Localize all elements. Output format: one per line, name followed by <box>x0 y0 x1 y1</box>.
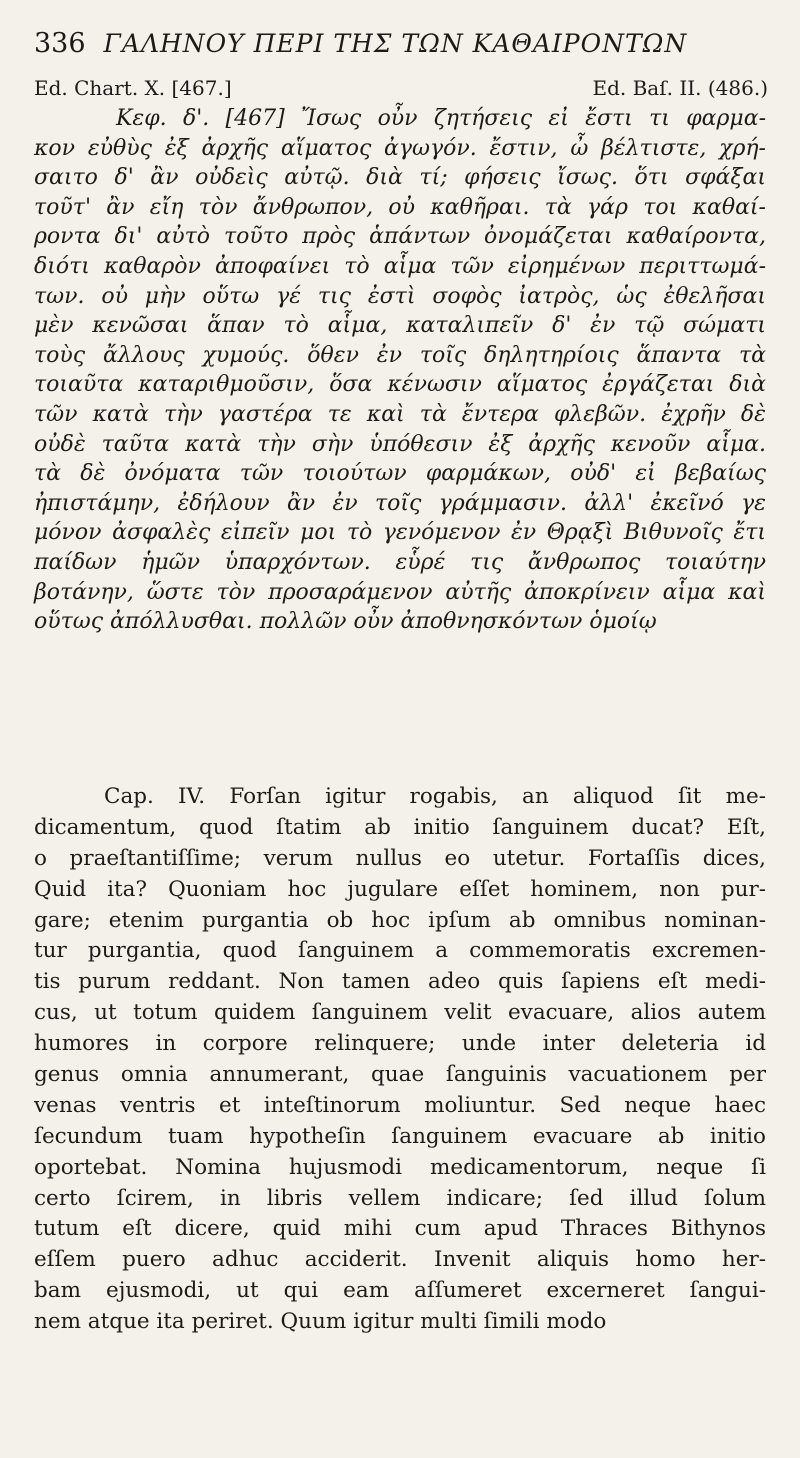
running-title: ΓΑΛΗΝΟΥ ΠΕΡΙ ΤΗΣ ΤΩΝ ΚΑΘΑΙΡΟΝΤΩΝ <box>103 29 688 58</box>
latin-text-line: Quid ita? Quoniam hoc jugulare eſſet hominem, non pur- <box>34 876 766 902</box>
latin-text-line: dicamentum, quod ſtatim ab initio ſanguinem ducat? Eſt, <box>34 814 766 840</box>
latin-text-line: tis purum reddant. Non tamen adeo quis ſapiens eſt medi- <box>34 969 766 995</box>
greek-text-line: μὲν κενῶσαι ἅπαν τὸ αἷμα, καταλιπεῖν δ' ἐν τῷ σώματι <box>34 313 766 339</box>
greek-text-block <box>34 104 766 637</box>
latin-text-line: cus, ut totum quidem ſanguinem velit evacuare, alios autem <box>34 1000 766 1026</box>
latin-text-line: ſecundum tuam hypotheſin ſanguinem evacuare ab initio <box>34 1123 766 1149</box>
edition-references <box>34 76 768 106</box>
latin-text-line: humores in corpore relinquere; unde inter deleteria id <box>34 1031 766 1057</box>
greek-text-line: σαιτο δ' ἂν οὐδεὶς αὐτῷ. διὰ τί; φήσεις ἴσως. ὅτι σφάξαι <box>34 165 766 191</box>
latin-text-line: Cap. IV. Forſan igitur rogabis, an aliquod ſit me- <box>104 784 766 809</box>
greek-text-line: των. οὐ μὴν οὕτω γέ τις ἐστὶ σοφὸς ἰατρὸς, ὡς ἐθελῆσαι <box>34 283 766 309</box>
greek-text-line: τοιαῦτα καταριθμοῦσιν, ὅσα κένωσιν αἵματος ἐργάζεται διὰ <box>34 372 766 398</box>
greek-text-line: βοτάνην, ὥστε τὸν προσαράμενον αὐτῆς ἀποκρίνειν αἷμα καὶ <box>34 579 766 605</box>
latin-text-line: gare; etenim purgantia ob hoc ipſum ab omnibus nominan- <box>34 907 766 933</box>
greek-text-line: ροντα δι' αὐτὸ τοῦτο πρὸς ἁπάντων ὀνομάζεται καθαίροντα, <box>34 224 766 250</box>
greek-text-line: τὰ δὲ ὀνόματα τῶν τοιούτων φαρμάκων, οὐδ' εἰ βεβαίως <box>34 461 766 487</box>
latin-text-line: genus omnia annumerant, quae ſanguinis vacuationem per <box>34 1062 766 1088</box>
greek-text-line: παίδων ἡμῶν ὑπαρχόντων. εὗρέ τις ἄνθρωπος τοιαύτην <box>34 549 766 575</box>
greek-text-line: τῶν κατὰ τὴν γαστέρα τε καὶ τὰ ἔντερα φλεβῶν. ἐχρῆν δὲ <box>34 401 766 427</box>
greek-text-line: τοὺς ἄλλους χυμούς. ὅθεν ἐν τοῖς δηλητηρίοις ἅπαντα τὰ <box>34 342 766 368</box>
latin-text-line: nem atque ita periret. Quum igitur multi ſimili modo <box>34 1309 607 1335</box>
latin-text-line: bam ejusmodi, ut qui eam aſſumeret excerneret ſangui- <box>34 1278 766 1304</box>
latin-text-line: tur purgantia, quod ſanguinem a commemoratis excremen- <box>34 938 766 964</box>
greek-text-line: οὕτως ἀπόλλυσθαι. πολλῶν οὖν ἀποθνησκόντων ὁμοίῳ <box>34 609 657 635</box>
latin-text-line: o praeſtantiſſime; verum nullus eo utetur. Fortaſſis dices, <box>34 845 766 871</box>
greek-text-line: διότι καθαρὸν ἀποφαίνει τὸ αἷμα τῶν εἰρημένων περιττωμά- <box>34 253 766 279</box>
greek-text-line: Κεφ. δ'. [467] Ἴσως οὖν ζητήσεις εἰ ἔστι τι φαρμα- <box>116 106 766 131</box>
greek-text-line: μόνον ἀσφαλὲς εἰπεῖν μοι τὸ γενόμενον ἐν Θρᾳξὶ Βιθυνοῖς ἔτι <box>34 520 766 546</box>
greek-text-line: οὐδὲ ταῦτα κατὰ τὴν σὴν ὑπόθεσιν ἐξ ἀρχῆς κενοῦν αἷμα. <box>34 431 766 457</box>
latin-text-line: certo ſcirem, in libris vellem indicare; ſed illud ſolum <box>34 1185 766 1211</box>
latin-text-line: tutum eſt dicere, quid mihi cum apud Thraces Bithynos <box>34 1216 766 1242</box>
greek-text-line: ἠπιστάμην, ἐδήλουν ἂν ἐν τοῖς γράμμασιν. ἀλλ' ἐκεῖνό γε <box>34 490 766 516</box>
running-head <box>34 28 760 68</box>
edition-basel-ref: Ed. Baſ. II. (486.) <box>592 76 768 100</box>
page-number: 336 <box>34 28 86 59</box>
latin-text-block <box>34 782 766 1338</box>
latin-text-line: oportebat. Nomina hujusmodi medicamentorum, neque ſi <box>34 1154 766 1180</box>
greek-text-line: κον εὐθὺς ἐξ ἀρχῆς αἵματος ἀγωγόν. ἔστιν, ὦ βέλτιστε, χρή- <box>34 135 766 161</box>
greek-text-line: τοῦτ' ἂν εἴη τὸν ἄνθρωπον, οὐ καθῆραι. τὰ γάρ τοι καθαί- <box>34 194 766 220</box>
latin-text-line: venas ventris et inteſtinorum moliuntur. Sed neque haec <box>34 1092 766 1118</box>
edition-chart-ref: Ed. Chart. X. [467.] <box>34 76 232 100</box>
latin-text-line: eſſem puero adhuc acciderit. Invenit aliquis homo her- <box>34 1247 766 1273</box>
